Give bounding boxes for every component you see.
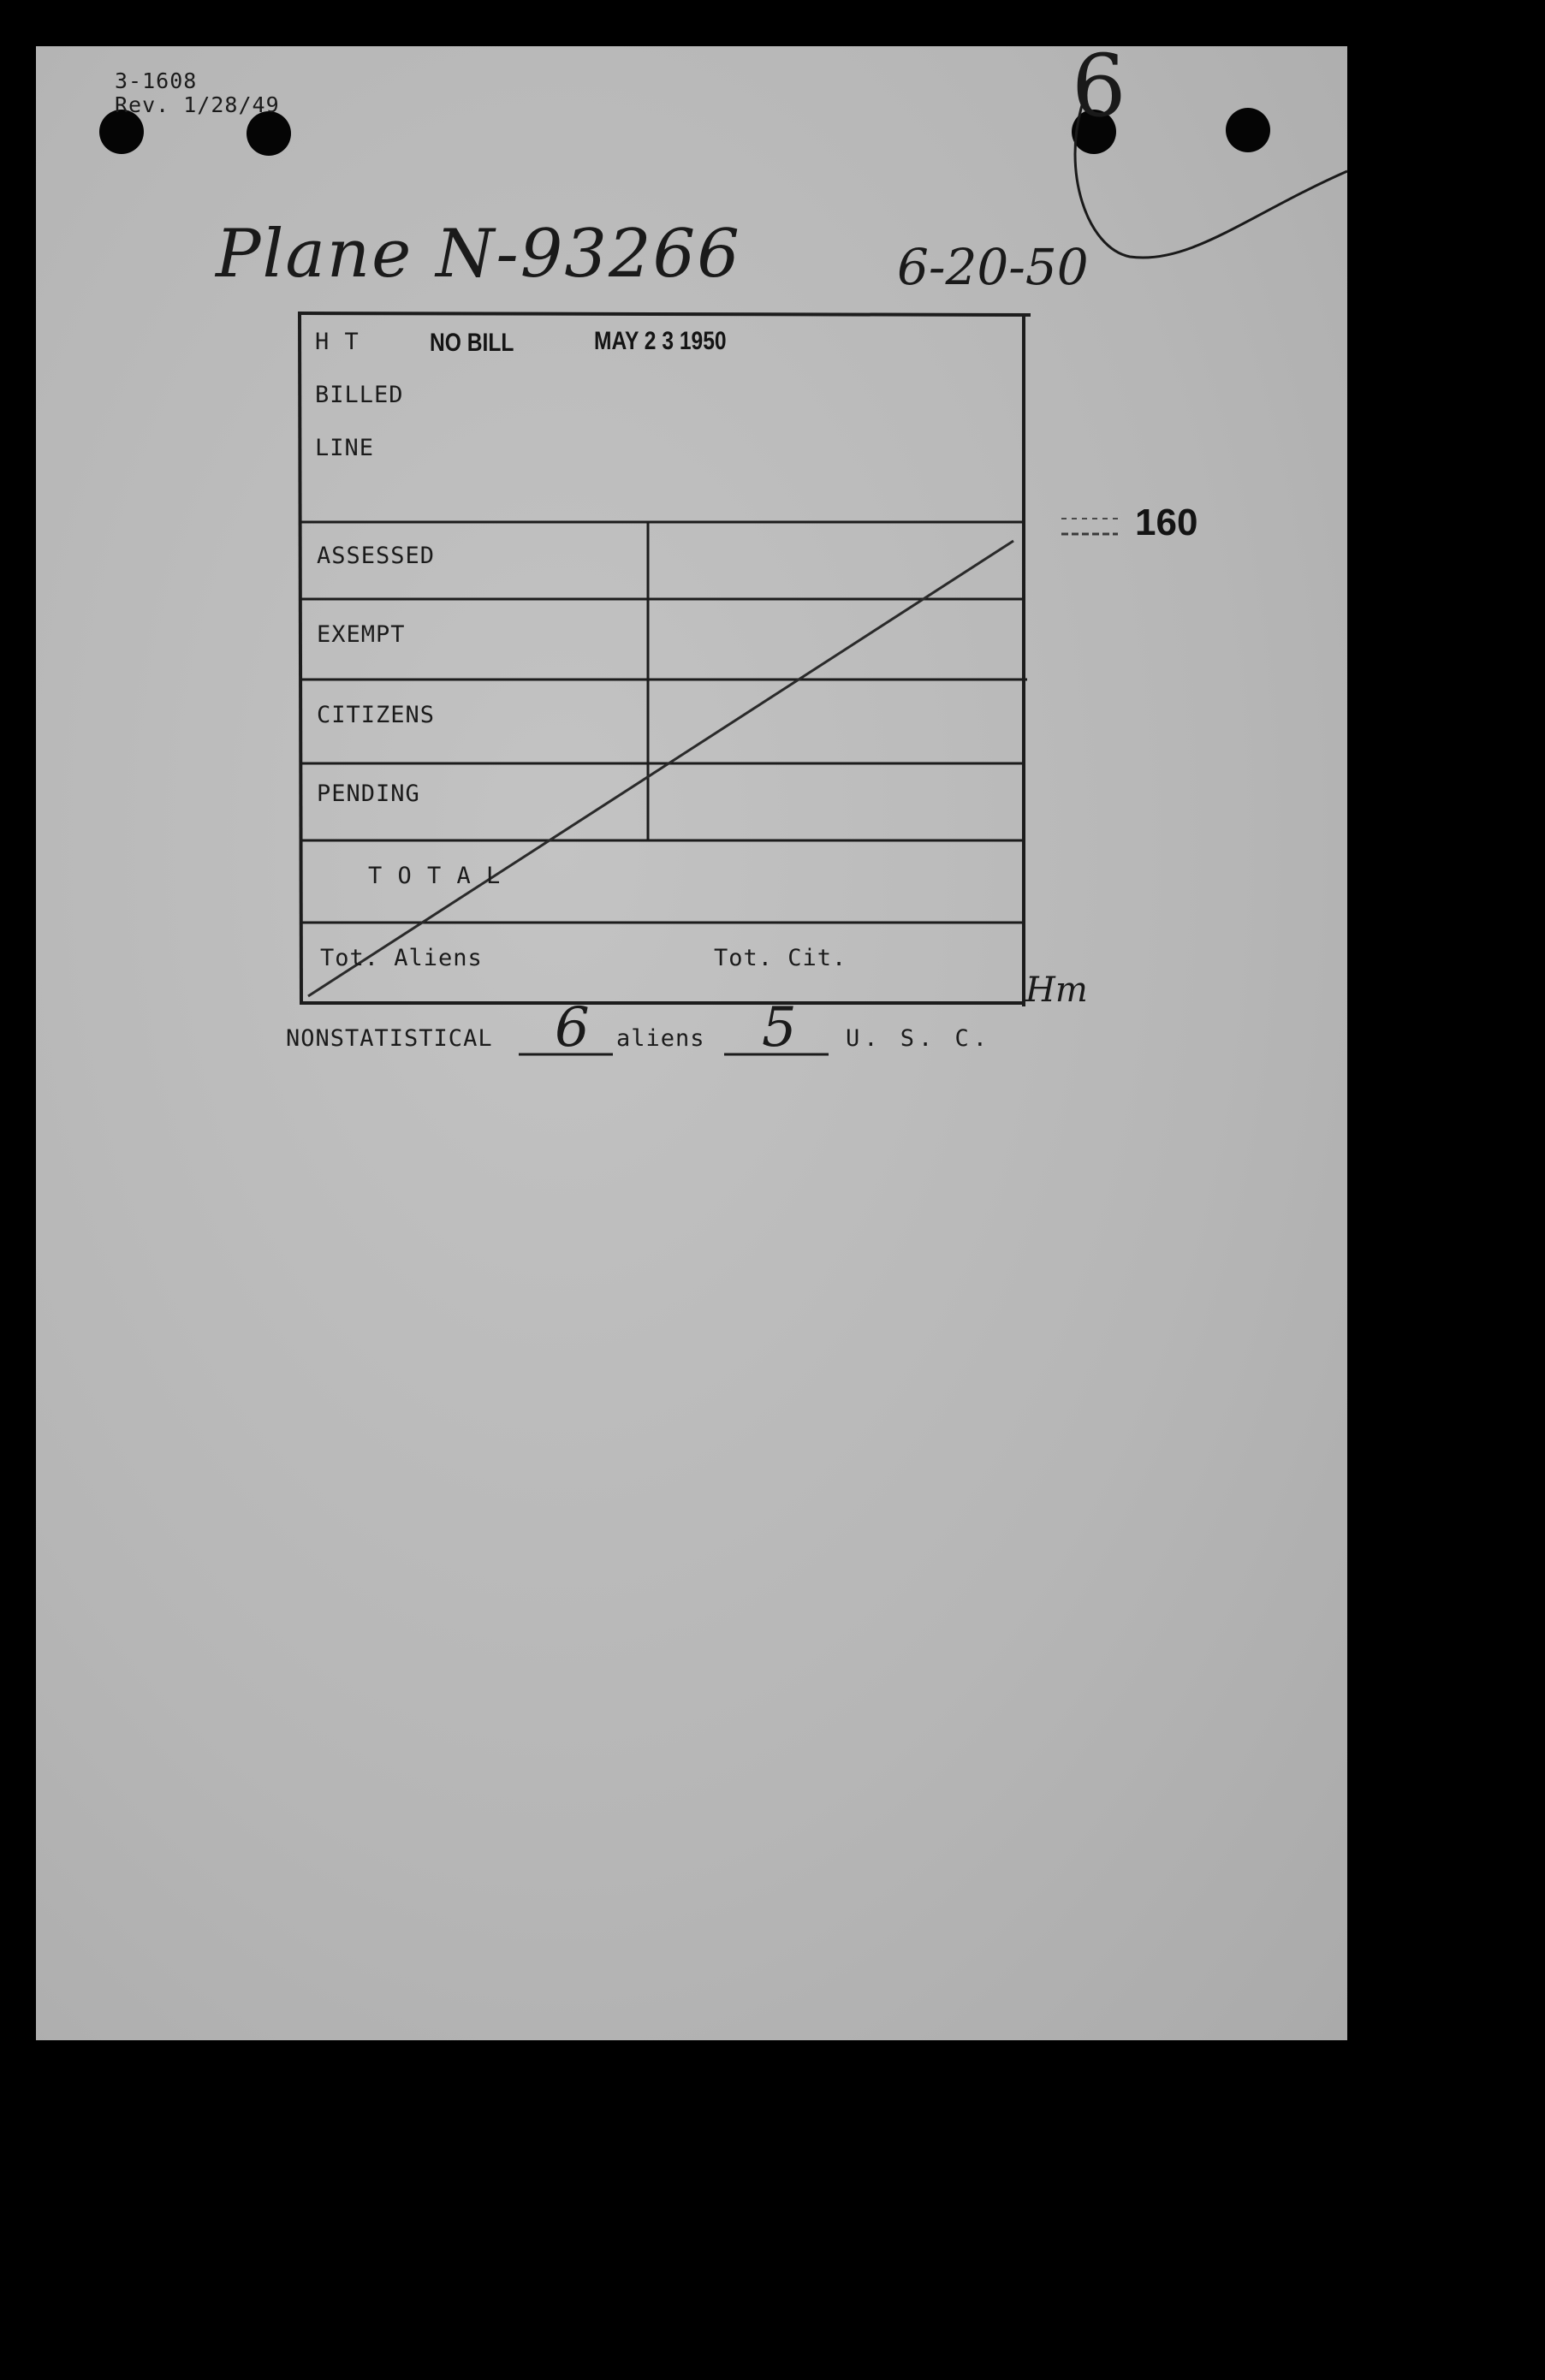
tot-cit-label: Tot. Cit. <box>714 945 847 971</box>
billed-label: BILLED <box>315 382 404 408</box>
ht-label: H T <box>315 329 360 355</box>
handwritten-aliens-count: 6 <box>555 996 590 1059</box>
number-stamp: 160 <box>1135 502 1198 543</box>
tot-aliens-label: Tot. Aliens <box>320 945 483 971</box>
handwritten-usc-count: 5 <box>762 996 797 1059</box>
handwritten-page-number: 6 <box>1072 36 1126 136</box>
line-label: LINE <box>315 435 375 461</box>
row-label-exempt: EXEMPT <box>317 621 406 648</box>
row-label-citizens: CITIZENS <box>317 702 436 728</box>
row-label-pending: PENDING <box>317 780 420 807</box>
handwritten-plane-number: Plane N-93266 <box>216 216 741 293</box>
form-revision: Rev. 1/28/49 <box>115 92 280 117</box>
nonstatistical-label: NONSTATISTICAL <box>286 1025 493 1052</box>
total-label: T O T A L <box>368 863 502 889</box>
row-label-assessed: ASSESSED <box>317 543 436 569</box>
form-number: 3-1608 <box>115 68 198 93</box>
no-bill-stamp: NO BILL <box>430 329 514 357</box>
date-stamp: MAY 2 3 1950 <box>594 327 727 355</box>
aliens-label: aliens <box>616 1025 705 1052</box>
usc-label: U. S. C. <box>846 1025 992 1052</box>
handwritten-date: 6-20-50 <box>897 238 1089 296</box>
handwritten-initials: Hm <box>1025 970 1088 1010</box>
